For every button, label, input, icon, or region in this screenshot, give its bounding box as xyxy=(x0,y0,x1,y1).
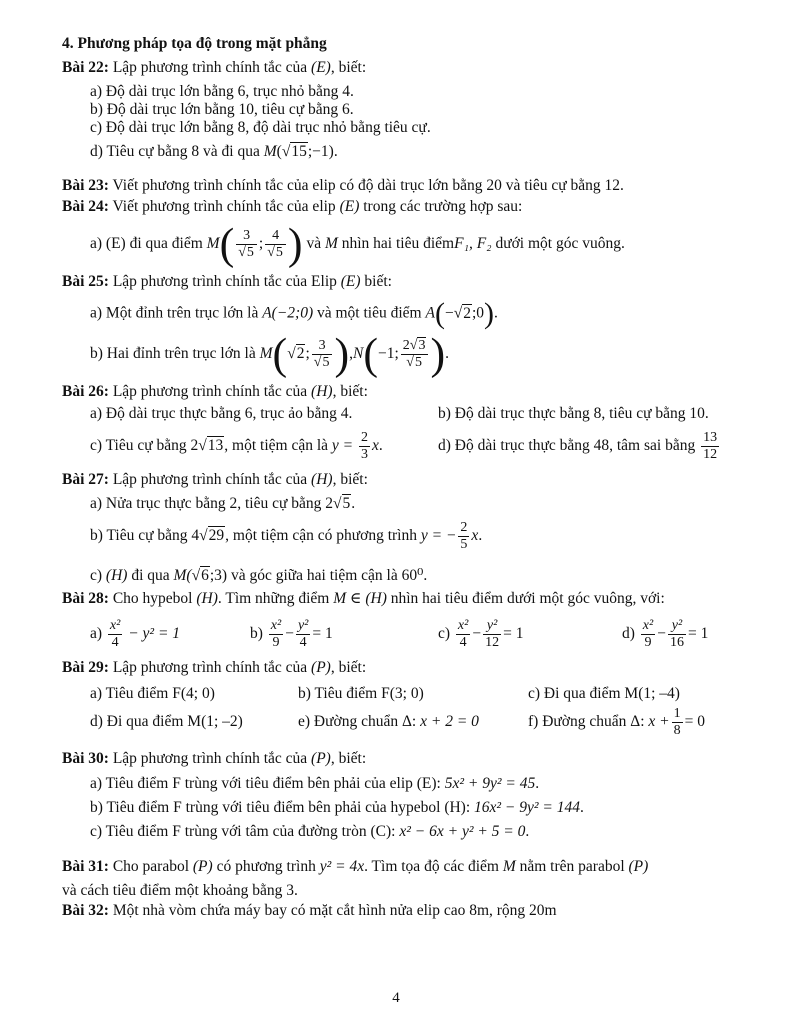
problem-26-a: a) Độ dài trục thực bằng 6, trục ảo bằng 4. xyxy=(90,405,353,422)
problem-stem: Lập phương trình chính tắc của xyxy=(112,659,308,676)
problem-27-b: b) Tiêu cự bằng 4√29, một tiệm cận có phương trình y = − $\frac{2}{5}$ x. xyxy=(90,519,483,552)
problem-25-header xyxy=(62,272,392,291)
problem-label: Bài 27: xyxy=(62,471,109,488)
problem-26-d: d) Độ dài trục thực bằng 48, tâm sai bằng $\frac{13}{12}$ xyxy=(438,429,718,462)
item-text: d) Tiêu cự bằng 8 và đi qua xyxy=(90,143,260,160)
fraction: $\frac{1}{8}$ xyxy=(673,705,681,738)
fraction: $\frac{\text{x²}}{9}$ xyxy=(642,617,654,650)
point-label: M xyxy=(206,235,220,252)
page-number: 4 xyxy=(392,990,400,1006)
problem-22-a: a) Độ dài trục lớn bằng 6, trục nhỏ bằng 4. xyxy=(90,83,354,100)
problem-31: Bài 31: Cho parabol (P) có phương trình y² = 4x. Tìm tọa độ các điểm M nằm trên parabol (P) xyxy=(62,858,649,875)
problem-tail: trong các trường hợp sau: xyxy=(363,198,523,215)
fraction: $\frac{\text{x²}}{9}$ xyxy=(270,617,282,650)
fraction: $\frac{\text{y²}}{12}$ xyxy=(485,617,500,650)
fraction: $\frac{4}{√5}$ xyxy=(265,228,286,261)
math-object: (H) xyxy=(196,590,218,607)
section-title: 4. Phương pháp tọa độ trong mặt phẳng xyxy=(62,35,327,52)
problem-tail: , biết: xyxy=(332,383,368,400)
fraction: $\frac{2}{3}$ xyxy=(361,429,368,462)
problem-28-header: Bài 28: Cho hypebol (H). Tìm những điểm M ∈ (H) nhìn hai tiêu điểm dưới một góc vuông, với: xyxy=(62,590,665,607)
problem-tail: , biết: xyxy=(330,59,367,76)
problem-29-e: e) Đường chuẩn Δ: x + 2 = 0 xyxy=(298,713,479,730)
problem-text: Một nhà vòm chứa máy bay có mặt cắt hình nửa elip cao 8m, rộng 20m xyxy=(112,902,557,919)
fraction: $\frac{13}{12}$ xyxy=(703,429,718,462)
problem-label: Bài 24: xyxy=(62,198,109,215)
item-text: a) (E) đi qua điểm xyxy=(90,235,203,252)
problem-29-d: d) Đi qua điểm M(1; –2) xyxy=(90,713,243,730)
problem-label: Bài 23: xyxy=(62,177,109,194)
math-object: (H) xyxy=(311,471,333,488)
problem-29-b: b) Tiêu điểm F(3; 0) xyxy=(298,685,424,702)
fraction: $\frac{3}{√5}$ xyxy=(236,228,257,261)
problem-22-header xyxy=(62,58,366,77)
problem-27-c: c) (H) đi qua M(√6;3) và góc giữa hai tiệm cận là 60⁰. xyxy=(90,567,428,584)
problem-22-b: b) Độ dài trục lớn bằng 10, tiêu cự bằng 6. xyxy=(90,101,354,118)
problem-text: Viết phương trình chính tắc của elip có độ dài trục lớn bằng 20 và tiêu cự bằng 12. xyxy=(112,177,624,194)
problem-tail: , biết: xyxy=(330,659,367,676)
problem-26-header xyxy=(62,382,368,401)
problem-29-f: f) Đường chuẩn Δ: x + $\frac{1}{8}$ = 0 xyxy=(528,705,705,738)
problem-28-a: a) $\frac{\text{x²}}{4}$ − y² = 1 xyxy=(90,617,181,650)
fraction: $\frac{\text{y²}}{16}$ xyxy=(669,617,684,650)
problem-tail: , biết: xyxy=(330,750,367,767)
problem-27-a: a) Nửa trục thực bằng 2, tiêu cự bằng 2√5. xyxy=(90,495,356,512)
problem-label: Bài 31: xyxy=(62,858,109,875)
problem-label: Bài 22: xyxy=(62,59,109,76)
problem-stem: Lập phương trình chính tắc của xyxy=(112,383,308,400)
problem-label: Bài 29: xyxy=(62,659,109,676)
problem-stem: Lập phương trình chính tắc của xyxy=(112,750,308,767)
math-object: (E) xyxy=(340,273,361,290)
fraction: $\frac{\text{x²}}{4}$ xyxy=(109,617,121,650)
problem-30-c: c) Tiêu điểm F trùng với tâm của đường tròn (C): x² − 6x + y² + 5 = 0. xyxy=(90,823,530,840)
math-object: (P) xyxy=(311,750,331,767)
math-object: (P) xyxy=(311,659,331,676)
problem-28-c: c) $\frac{\text{x²}}{4}$ − $\frac{\text{y²}}{12}$ = 1 xyxy=(438,617,524,650)
math-object: (E) xyxy=(339,198,360,215)
fraction: $\frac{3}{√5}$ xyxy=(312,338,333,371)
problem-24-header xyxy=(62,197,522,216)
problem-stem: Cho hypebol xyxy=(112,590,193,607)
problem-27-header xyxy=(62,470,368,489)
problem-25-b: b) Hai đỉnh trên trục lớn là M(√2; $\frac{3}{√5}$ ),N(−1; $\frac{2√3}{√5}$ ). xyxy=(90,329,450,379)
problem-label: Bài 32: xyxy=(62,902,109,919)
problem-29-header xyxy=(62,658,366,677)
problem-30-header xyxy=(62,749,366,768)
problem-31-line2: và cách tiêu điểm một khoảng bằng 3. xyxy=(62,882,298,899)
problem-29-a: a) Tiêu điểm F(4; 0) xyxy=(90,685,215,702)
sqrt-expr: √15 xyxy=(281,143,307,160)
problem-23 xyxy=(62,176,624,195)
problem-stem: Lập phương trình chính tắc của xyxy=(112,59,308,76)
problem-26-b: b) Độ dài trục thực bằng 8, tiêu cự bằng 10. xyxy=(438,405,709,422)
problem-28-d: d) $\frac{\text{x²}}{9}$ − $\frac{\text{y²}}{16}$ = 1 xyxy=(622,617,709,650)
problem-30-b: b) Tiêu điểm F trùng với tiêu điểm bên phải của hypebol (H): 16x² − 9y² = 144. xyxy=(90,799,584,816)
item-text: b) Hai đỉnh trên trục lớn là xyxy=(90,345,256,362)
fraction: $\frac{\text{y²}}{4}$ xyxy=(297,617,309,650)
problem-tail: , biết: xyxy=(332,471,368,488)
problem-25-a: a) Một đỉnh trên trục lớn là A(−2;0) và một tiêu điểm A(−√2;0). xyxy=(90,297,498,330)
fraction: $\frac{2}{5}$ xyxy=(460,519,468,552)
problem-tail: biết: xyxy=(364,273,392,290)
problem-label: Bài 25: xyxy=(62,273,109,290)
problem-32 xyxy=(62,901,557,920)
fraction: $\frac{\text{x²}}{4}$ xyxy=(457,617,469,650)
problem-label: Bài 30: xyxy=(62,750,109,767)
math-object: (H) xyxy=(311,383,333,400)
math-object: (E) xyxy=(311,59,331,76)
problem-22-c: c) Độ dài trục lớn bằng 8, độ dài trục nhỏ bằng tiêu cự. xyxy=(90,119,431,136)
problem-29-c: c) Đi qua điểm M(1; –4) xyxy=(528,685,680,702)
problem-28-b: b) $\frac{\text{x²}}{9}$ − $\frac{\text{y²}}{4}$ = 1 xyxy=(250,617,333,650)
item-text: a) Một đỉnh trên trục lớn là xyxy=(90,304,259,322)
problem-22-d: d) Tiêu cự bằng 8 và đi qua M(√15;−1). xyxy=(90,143,338,160)
problem-stem: Viết phương trình chính tắc của elip xyxy=(112,198,336,215)
problem-label: Bài 28: xyxy=(62,590,109,607)
problem-26-c: c) Tiêu cự bằng 2√13, một tiệm cận là y = $\frac{2}{3}$ x. xyxy=(90,429,383,462)
problem-stem: Lập phương trình chính tắc của Elip xyxy=(112,273,337,290)
point-label: M xyxy=(263,143,277,160)
problem-stem: Lập phương trình chính tắc của xyxy=(112,471,308,488)
problem-30-a: a) Tiêu điểm F trùng với tiêu điểm bên phải của elip (E): 5x² + 9y² = 45. xyxy=(90,775,540,792)
fraction: $\frac{2√3}{√5}$ xyxy=(401,338,429,371)
problem-24-a: a) (E) đi qua điểm M( $\frac{3}{√5}$ ; $\frac{4}{√5}$ ) và M nhìn hai tiêu điểmF₁, F₂ dưới một góc vuông. xyxy=(90,219,625,269)
problem-label: Bài 26: xyxy=(62,383,109,400)
